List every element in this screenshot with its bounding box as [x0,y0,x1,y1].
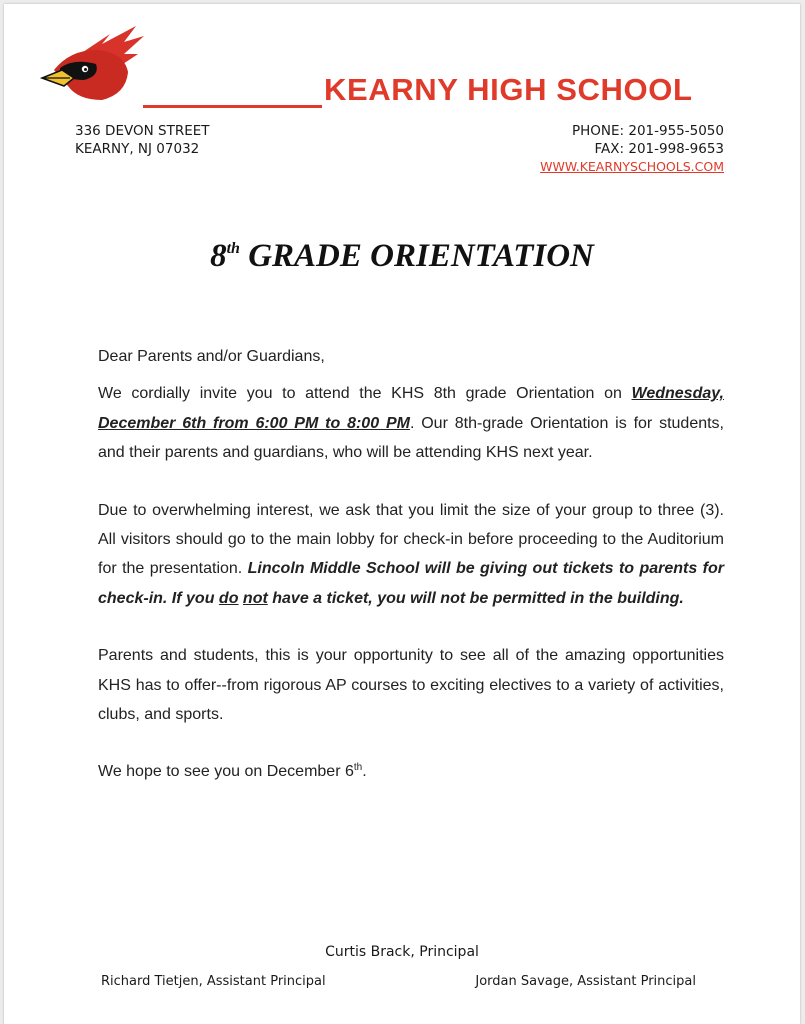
ticket-notice-part-2: have a ticket, you will not be permitted in the building. [267,589,684,607]
title-superscript: th [226,240,240,257]
invitation-text: We cordially invite you to attend the KHS 8th grade Orientation on [98,385,632,403]
ticket-notice-do: do [218,589,239,607]
ticket-notice-part-1: Lincoln Middle School will be giving out tickets to parents for check-in. If you [98,560,724,607]
paragraph-visitor-policy [98,496,724,614]
letter-body [98,342,724,787]
paragraph-closing [98,757,724,786]
school-name: KEARNY HIGH SCHOOL [324,72,693,107]
salutation: Dear Parents and/or Guardians, [98,348,325,365]
phone-number: PHONE: 201-955-5050 [571,123,724,139]
visitor-policy-text: Due to overwhelming interest, we ask that you limit the size of your group to three (3). All visitors should go to the main lobby for check-in before proceeding to the Auditorium for the presentation. [98,501,724,578]
ticket-notice-not: not [242,589,268,607]
letter-page [4,4,800,1024]
letterhead-rule [143,105,322,108]
assistant-principal-right: Jordan Savage, Assistant Principal [475,974,696,989]
school-contact [540,122,724,176]
address-line-1: 336 DEVON STREET [75,123,210,139]
event-date-time: Wednesday, December 6th from 6:00 PM to 8:00 PM [98,385,724,432]
closing-superscript: th [353,762,363,774]
address-line-2: KEARNY, NJ 07032 [75,141,200,157]
website-link[interactable]: WWW.KEARNYSCHOOLS.COM [540,159,724,174]
school-address [75,122,210,158]
title-number: 8 [210,238,227,274]
page-title [4,238,800,275]
cardinal-logo-icon [40,20,148,100]
closing-period: . [362,763,367,781]
title-text: GRADE ORIENTATION [239,238,594,274]
paragraph-invitation [98,379,724,467]
assistant-principal-left: Richard Tietjen, Assistant Principal [101,974,326,989]
paragraph-opportunities: Parents and students, this is your opportunity to see all of the amazing opportunities KHS has to offer--from rigorous AP courses to exciting electives to a variety of activities, clubs, and sports. [98,647,724,724]
closing-text: We hope to see you on December 6 [98,763,354,781]
invitation-text-continued: . Our 8th-grade Orientation is for students, and their parents and guardians, who will be attending KHS next year. [98,414,725,462]
principal-signature: Curtis Brack, Principal [325,944,479,960]
fax-number: FAX: 201-998-9653 [594,141,724,157]
